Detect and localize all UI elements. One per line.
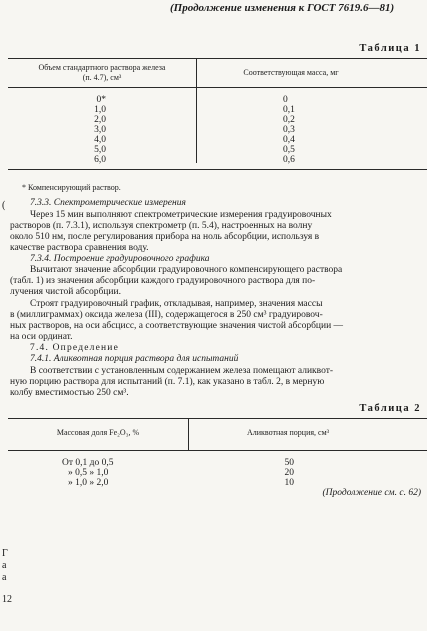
table1-volume: 3,0 [94,125,106,135]
section-741-line2: ную порцию раствора для испытаний (п. 7.1), как указано в табл. 2, в мерную [10,377,325,387]
table1-volume: 1,0 [94,105,106,115]
table1-volume: 2,0 [94,115,106,125]
table2-col1-header: Массовая доля Fe₂O₃, % [56,428,140,437]
table2-aliquot: 20 [284,468,294,478]
margin-mark: а [2,560,7,571]
table2-range-column [62,458,113,488]
table1-volume: 0* [96,95,106,105]
table1-col2-header: Соответствующая масса, мг [243,68,339,77]
margin-mark: Г [2,548,8,559]
table2-range: » 1,0 » 2,0 [68,478,109,488]
table2-range: От 0,1 до 0,5 [62,458,114,468]
table1-mass: 0,2 [283,115,295,125]
section-734-title: 7.3.4. Построение градуировочного графика [30,254,210,264]
table2-aliquot: 10 [284,478,294,488]
table1-mass: 0,6 [283,155,295,165]
table2-aliquot-column [280,458,294,488]
table1-caption: Таблица 1 [359,43,421,54]
table1-col1-header-line2: (п. 4.7), см³ [82,73,122,82]
section-733-line4: качестве раствора сравнения воду. [10,243,149,253]
table1-mass: 0,3 [283,125,295,135]
table1-volume-column [80,95,106,165]
table1-volume: 4,0 [94,135,106,145]
table1-header-rule [8,87,427,88]
table1-bottom-rule [8,169,427,170]
section-734b-line3: ных растворов, на оси абсцисс, а соответствующие значения чистой абсорбции — [10,321,344,331]
section-741-title: 7.4.1. Аликвотная порция раствора для испытаний [30,354,239,364]
section-734b-line1: Строят градуировочный график, откладывая, например, значения массы [30,299,323,309]
section-734-line1: Вычитают значение абсорбции градуировочного компенсирующего раствора [30,265,343,275]
table1-mass: 0,4 [283,135,295,145]
table1-top-rule [8,58,427,59]
page-header: (Продолжение изменения к ГОСТ 7619.6—81) [170,2,395,14]
table2-top-rule [8,418,427,419]
table2-header-rule [8,450,427,451]
table1-col1-header [8,63,196,83]
table1-mass: 0,5 [283,145,295,155]
section-733-line3: около 510 нм, после регулирования прибора на ноль абсорбции, используя в [10,232,320,242]
section-74-title: 7.4. Определение [30,343,120,353]
section-733-line1: Через 15 мин выполняют спектрометрические измерения градуировочных [30,210,332,220]
section-734-line2: (табл. 1) из значения абсорбции каждого градуировочного раствора для по- [10,276,316,286]
continuation-note: (Продолжение см. с. 62) [322,488,421,498]
section-734b-line4: на оси ординат. [10,332,73,342]
margin-mark: а [2,572,7,583]
section-733-title: 7.3.3. Спектрометрические измерения [30,198,186,208]
table1-mass-column [283,95,313,165]
table2-aliquot: 50 [284,458,294,468]
table1-volume: 6,0 [94,155,106,165]
section-741-line3: колбу вместимостью 250 см³. [10,388,129,398]
section-733-line2: растворов (п. 7.3.1), используя спектрометр (п. 5.4), настроенных на волну [10,221,313,231]
table2-caption: Таблица 2 [359,403,421,414]
section-734-line3: лучения чистой абсорбции. [10,287,121,297]
table1-footnote: * Компенсирующий раствор. [22,183,121,192]
margin-mark: ( [2,200,6,211]
table1-volume: 5,0 [94,145,106,155]
section-741-line1: В соответствии с установленным содержанием железа помещают аликвот- [30,366,334,376]
section-734b-line2: в (миллиграммах) оксида железа (III), содержащегося в 250 см³ градуировоч- [10,310,323,320]
table1-mass: 0,1 [283,105,295,115]
table1-col1-header-line1: Объем стандартного раствора железа [38,63,166,72]
table2-col2-header: Аликвотная порция, см³ [246,428,330,437]
table1-mass: 0 [283,95,288,105]
margin-mark: 12 [2,594,12,605]
table2-range: » 0,5 » 1,0 [68,468,109,478]
